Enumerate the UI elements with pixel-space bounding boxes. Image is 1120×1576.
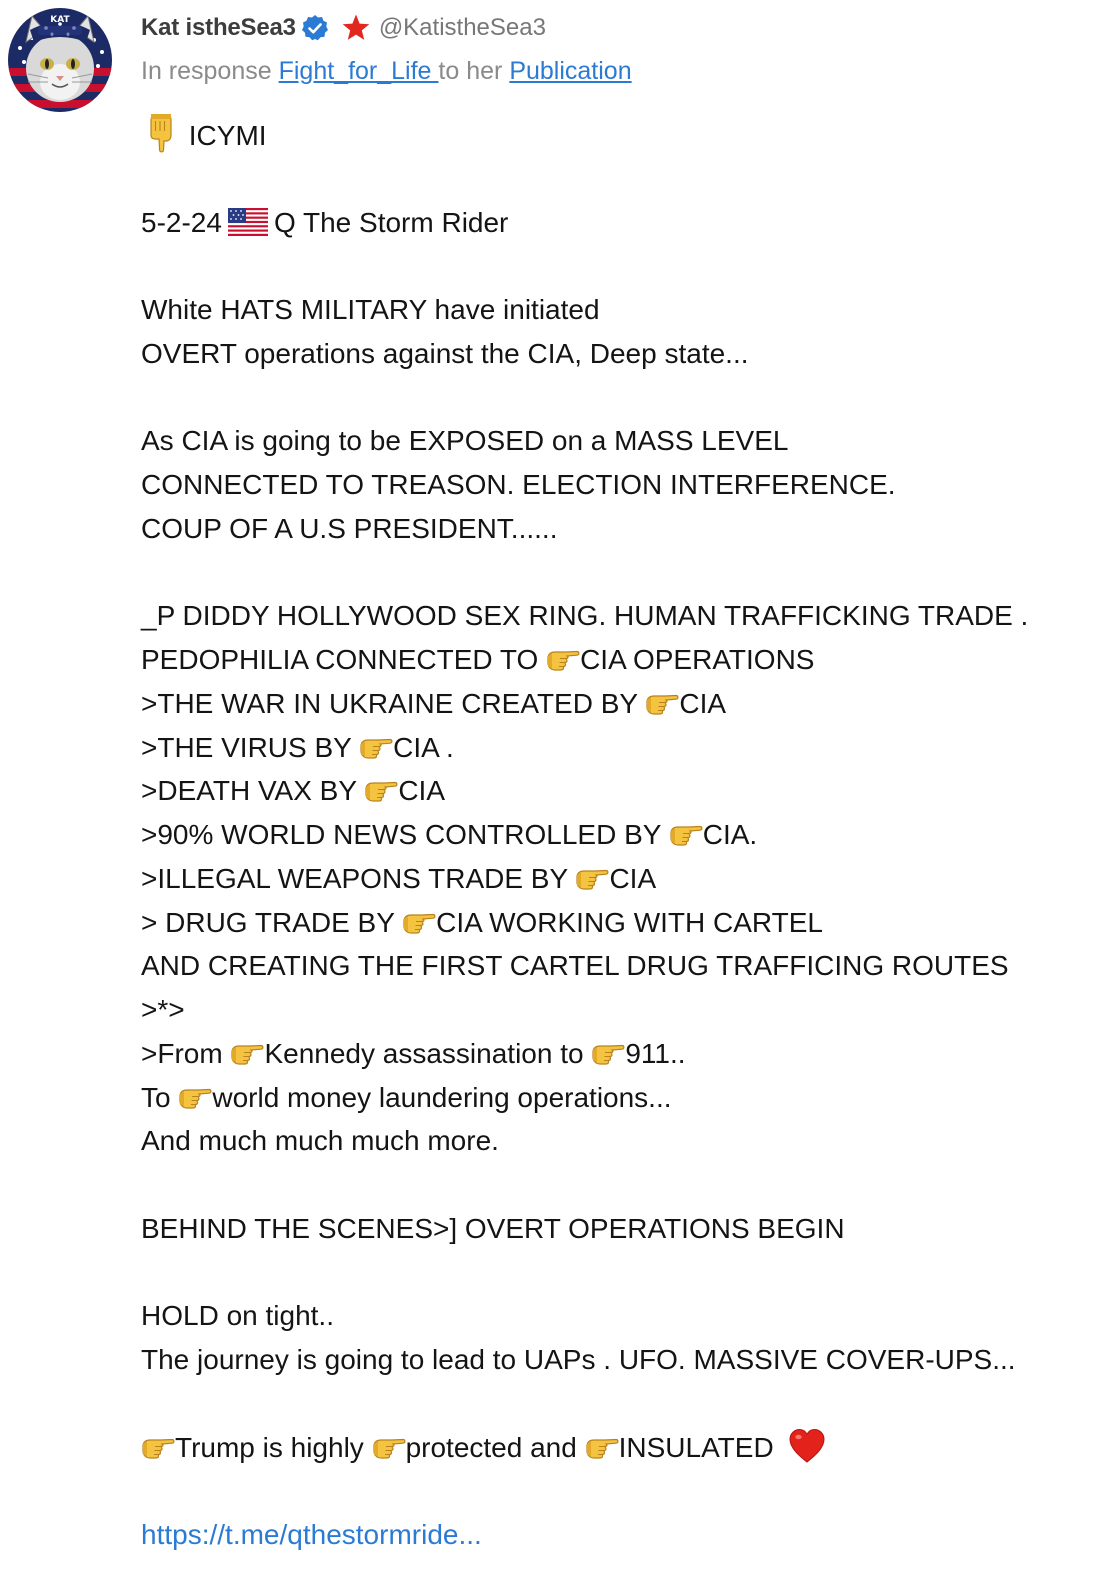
line-24-text-b: protected and (405, 1431, 585, 1463)
pointing-right-hand-icon (591, 1038, 625, 1068)
line-17: >*> (141, 994, 185, 1025)
reply-middle: to her (438, 57, 503, 85)
reply-context (141, 46, 1101, 96)
pointing-right-hand-icon (575, 863, 609, 893)
line-07: COUP OF A U.S PRESIDENT...... (141, 512, 558, 544)
pointing-right-hand-icon (141, 1432, 175, 1462)
line-10 (141, 682, 1101, 726)
line-12 (141, 769, 1101, 813)
line-24-text-a: Trump is highly (175, 1431, 372, 1463)
line-19-text-b: world money laundering operations... (212, 1081, 672, 1113)
telegram-link[interactable]: https://t.me/qthestormride... (141, 1519, 482, 1550)
line-12-text-b: CIA (398, 775, 445, 807)
line-13-text-a: >90% WORLD NEWS CONTROLLED BY (141, 819, 669, 850)
post-body (141, 113, 1101, 1557)
line-18-text-b: Kennedy assassination to (264, 1037, 592, 1069)
post-header (141, 10, 1101, 96)
line-15 (141, 901, 1101, 945)
line-link (141, 1513, 1101, 1557)
red-star-icon (341, 13, 371, 43)
post-date: 5-2-24 (141, 206, 222, 238)
line-08: _P DIDDY HOLLYWOOD SEX RING. HUMAN TRAFFICKING TRADE . (141, 600, 1029, 632)
line-09-text-b: CIA OPERATIONS (580, 644, 815, 675)
cat-avatar-icon (8, 8, 112, 112)
line-06: CONNECTED TO TREASON. ELECTION INTERFERENCE. (141, 469, 896, 500)
line-11-text-b: CIA . (393, 731, 454, 763)
line-19 (141, 1076, 1101, 1120)
line-12-text-a: >DEATH VAX BY (141, 775, 365, 807)
line-09 (141, 638, 1101, 682)
pointing-down-hand-icon (141, 113, 181, 153)
line-21: BEHIND THE SCENES>] OVERT OPERATIONS BEGIN (141, 1212, 845, 1244)
line-09-text-a: PEDOPHILIA CONNECTED TO (141, 644, 547, 675)
line-22: HOLD on tight.. (141, 1300, 334, 1332)
line-10-text-a: >THE WAR IN UKRAINE CREATED BY (141, 687, 646, 719)
storm-rider-text: Q The Storm Rider (273, 206, 509, 238)
line-15-text-b: CIA WORKING WITH CARTEL (436, 906, 824, 938)
line-14-text-b: CIA (609, 862, 657, 894)
line-10-text-b: CIA (679, 687, 727, 719)
verified-check-icon (301, 14, 329, 42)
line-20: And much much much more. (141, 1125, 499, 1157)
line-19-text-a: To (141, 1081, 179, 1113)
pointing-right-hand-icon (669, 819, 703, 849)
line-13 (141, 813, 1101, 857)
pointing-right-hand-icon (372, 1432, 406, 1462)
author-display-name[interactable]: Kat istheSea3 (141, 14, 296, 41)
author-handle[interactable]: @KatistheSea3 (378, 14, 546, 41)
line-23: The journey is going to lead to UAPs . UFO. MASSIVE COVER-UPS... (141, 1344, 1016, 1375)
us-flag-icon (228, 208, 268, 236)
reply-prefix: In response (141, 57, 272, 85)
pointing-right-hand-icon (230, 1038, 264, 1068)
line-14 (141, 857, 1101, 901)
line-18 (141, 1032, 1101, 1076)
line-icymi (141, 113, 1101, 157)
line-11 (141, 726, 1101, 770)
line-18-text-c: 911.. (625, 1037, 686, 1069)
pointing-right-hand-icon (364, 775, 398, 805)
publication-link[interactable]: Publication (509, 57, 632, 85)
line-date (141, 201, 1101, 245)
line-24-text-c: INSULATED (618, 1431, 782, 1463)
line-18-text-a: >From (141, 1037, 231, 1069)
avatar-kat-text: KAT (50, 15, 70, 25)
avatar[interactable] (8, 8, 112, 112)
line-13-text-b: CIA. (702, 819, 758, 850)
line-14-text-a: >ILLEGAL WEAPONS TRADE BY (141, 862, 576, 894)
pointing-right-hand-icon (546, 644, 580, 674)
line-11-text-a: >THE VIRUS BY (141, 731, 360, 763)
line-24 (141, 1426, 1101, 1470)
line-04: OVERT operations against the CIA, Deep state... (141, 337, 749, 369)
pointing-right-hand-icon (585, 1432, 619, 1462)
icymi-text: ICYMI (188, 120, 267, 151)
pointing-right-hand-icon (645, 688, 679, 718)
reply-target-link[interactable]: Fight_for_Life (278, 57, 439, 85)
line-15-text-a: > DRUG TRADE BY (141, 906, 403, 938)
red-heart-icon (787, 1427, 827, 1465)
pointing-right-hand-icon (402, 907, 436, 937)
line-03: White HATS MILITARY have initiated (141, 294, 600, 325)
pointing-right-hand-icon (178, 1082, 212, 1112)
pointing-right-hand-icon (359, 732, 393, 762)
author-row (141, 10, 1101, 46)
line-16: AND CREATING THE FIRST CARTEL DRUG TRAFFICING ROUTES (141, 950, 1009, 982)
line-05: As CIA is going to be EXPOSED on a MASS LEVEL (141, 425, 789, 457)
